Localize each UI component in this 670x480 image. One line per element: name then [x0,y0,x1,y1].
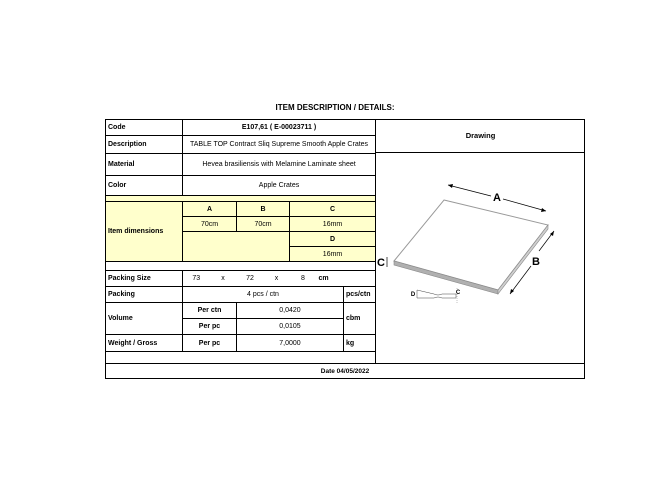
dim-b-value: 70cm [237,217,290,232]
color-value: Apple Crates [183,176,376,196]
drawing-label-c2: C [455,290,461,296]
drawing-label-c: C [377,257,385,269]
packing-size-l: 73 [183,271,210,287]
volume-per-ctn-label: Per ctn [183,303,237,319]
description-value: TABLE TOP Contract Sliq Supreme Smooth Apple Crates [183,136,376,154]
dim-a-line-right [503,199,546,211]
drawing-title: Drawing [375,119,585,153]
code-label: Code [106,120,183,136]
dim-c-value: 16mm [290,217,376,232]
dim-d-value: 16mm [290,247,376,262]
packing-size-x2: x [264,271,290,287]
dim-a-header: A [183,202,237,217]
weight-label: Weight / Gross [106,335,183,352]
weight-per-pc-label: Per pc [183,335,237,352]
material-row [106,154,376,176]
volume-per-pc-value: 0,0105 [237,319,344,335]
packing-size-x1: x [210,271,237,287]
date-footer: Date 04/05/2022 [105,363,585,379]
dims-label: Item dimensions [106,202,183,262]
packing-unit: pcs/ctn [344,287,376,303]
packing-row [106,287,376,303]
drawing-area [375,153,585,363]
packing-value: 4 pcs / ctn [183,287,344,303]
weight-value: 7,0000 [237,335,344,352]
volume-ctn-row [106,303,376,319]
material-label: Material [106,154,183,176]
packing-size-unit: cm [317,271,344,287]
packing-size-h: 8 [290,271,317,287]
color-row [106,176,376,196]
dim-b-header: B [237,202,290,217]
edge-profile [417,290,456,298]
packing-size-row [106,271,376,287]
packing-label: Packing [106,287,183,303]
table-top-drawing [376,153,586,363]
volume-per-ctn-value: 0,0420 [237,303,344,319]
dim-c-header: C [290,202,376,217]
volume-per-pc-label: Per pc [183,319,237,335]
weight-unit: kg [344,335,376,352]
dim-d-header: D [290,232,376,247]
drawing-label-d: D [410,292,416,298]
drawing-label-a: A [493,192,501,204]
color-label: Color [106,176,183,196]
table-top-surface [394,200,548,290]
weight-row [106,335,376,352]
description-row [106,136,376,154]
page-title: ITEM DESCRIPTION / DETAILS: [275,103,395,112]
volume-label: Volume [106,303,183,335]
dim-a-value: 70cm [183,217,237,232]
description-label: Description [106,136,183,154]
volume-unit: cbm [344,303,376,335]
material-value: Hevea brasiliensis with Melamine Laminate sheet [183,154,376,176]
packing-size-w: 72 [237,271,264,287]
code-value: E107,61 ( E-00023711 ) [183,120,376,136]
spec-table [105,119,376,352]
dims-header-row [106,202,376,217]
dim-a-line-left [448,185,491,196]
packing-size-label: Packing Size [106,271,183,287]
drawing-label-b: B [532,256,540,268]
dim-a-arrow-left [448,184,453,188]
dims-bottom-spacer [106,262,376,271]
code-row [106,120,376,136]
dim-a-arrow-right [541,208,546,212]
